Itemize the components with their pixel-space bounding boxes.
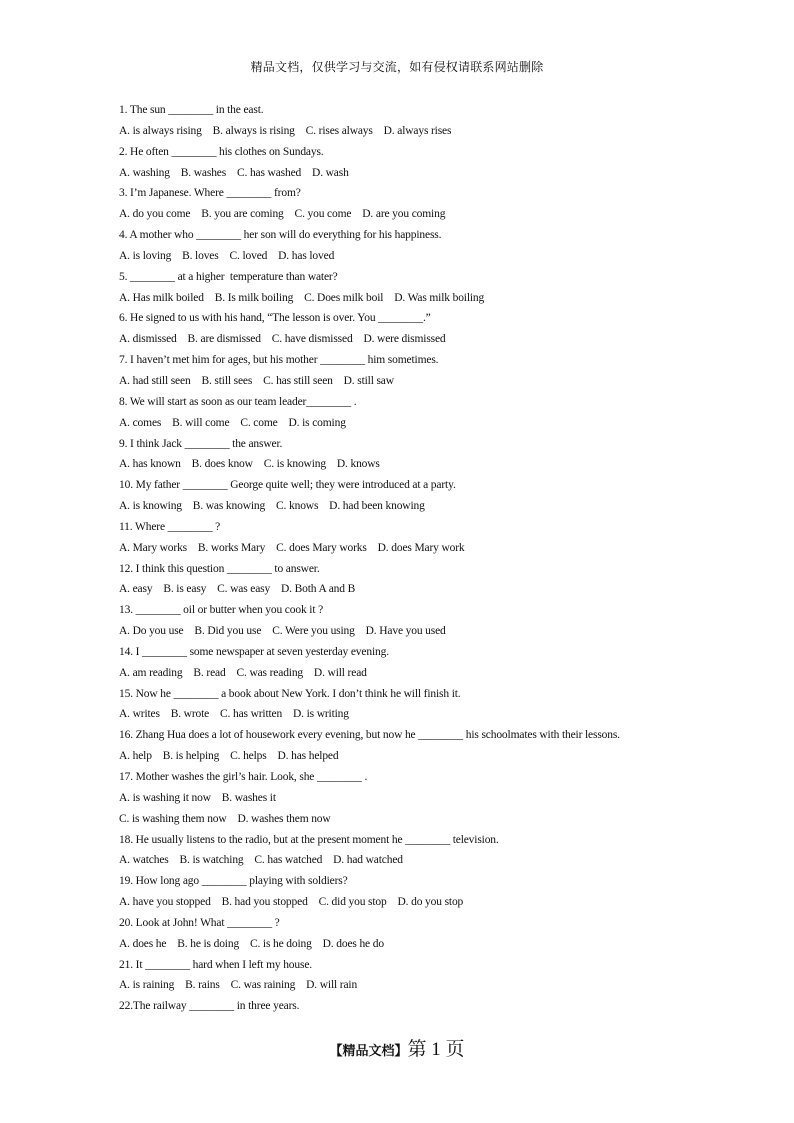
answer-options: A. watches B. is watching C. has watched D. had watched	[119, 854, 403, 867]
answer-options: A. had still seen B. still sees C. has still seen D. still saw	[119, 374, 394, 387]
answer-options: A. is washing it now B. washes it	[119, 791, 276, 804]
question-text: 2. He often ________ his clothes on Sundays.	[119, 145, 324, 158]
answer-options: A. is knowing B. was knowing C. knows D. had been knowing	[119, 500, 425, 513]
question-text: 21. It ________ hard when I left my house.	[119, 958, 312, 971]
answer-options: A. am reading B. read C. was reading D. will read	[119, 666, 367, 679]
question-text: 18. He usually listens to the radio, but at the present moment he ________ television.	[119, 833, 499, 846]
page-number: 第 1 页	[407, 1039, 465, 1060]
question-text: 17. Mother washes the girl’s hair. Look, she ________ .	[119, 771, 368, 783]
answer-options: A. have you stopped B. had you stopped C. did you stop D. do you stop	[119, 896, 464, 909]
answer-options: A. easy B. is easy C. was easy D. Both A and B	[119, 583, 356, 596]
question-text: 16. Zhang Hua does a lot of housework every evening, but now he ________ his schoolmates with their lessons.	[119, 729, 620, 742]
answer-options: A. writes B. wrote C. has written D. is writing	[119, 708, 349, 721]
question-text: 1. The sun ________ in the east.	[119, 104, 264, 116]
answer-options: A. does he B. he is doing C. is he doing D. does he do	[119, 937, 384, 950]
question-text: 22.The railway ________ in three years.	[119, 1000, 300, 1013]
question-text: 9. I think Jack ________ the answer.	[119, 437, 283, 450]
answer-options: A. has known B. does know C. is knowing D. knows	[119, 458, 380, 471]
question-text: 15. Now he ________ a book about New York. I don’t think he will finish it.	[119, 687, 461, 700]
page-header: 精品文档，仅供学习与交流，如有侵权请联系网站删除	[250, 60, 544, 74]
question-text: 13. ________ oil or butter when you cook it ?	[119, 604, 324, 617]
question-text: 11. Where ________ ?	[119, 520, 221, 533]
question-text: 12. I think this question ________ to answer.	[119, 562, 320, 575]
question-text: 20. Look at John! What ________ ?	[119, 916, 280, 929]
answer-options: A. Do you use B. Did you use C. Were you using D. Have you used	[119, 625, 446, 638]
question-text: 7. I haven’t met him for ages, but his mother ________ him sometimes.	[119, 354, 439, 367]
answer-options: A. help B. is helping C. helps D. has helped	[119, 750, 339, 763]
answer-options: A. is always rising B. always is rising C. rises always D. always rises	[119, 124, 452, 137]
answer-options: A. dismissed B. are dismissed C. have dismissed D. were dismissed	[119, 333, 446, 346]
footer-tag: 【精品文档】	[329, 1044, 408, 1059]
question-text: 6. He signed to us with his hand, “The lesson is over. You ________.”	[119, 312, 431, 325]
question-text: 19. How long ago ________ playing with soldiers?	[119, 875, 348, 888]
answer-options: A. is loving B. loves C. loved D. has loved	[119, 249, 335, 262]
question-text: 5. ________ at a higher temperature than water?	[119, 270, 338, 283]
question-text: 14. I ________ some newspaper at seven yesterday evening.	[119, 645, 389, 658]
answer-options: A. do you come B. you are coming C. you come D. are you coming	[119, 208, 446, 221]
question-text: 8. We will start as soon as our team leader________ .	[119, 395, 357, 408]
question-text: 4. A mother who ________ her son will do everything for his happiness.	[119, 229, 442, 242]
answer-options: A. Has milk boiled B. Is milk boiling C. Does milk boil D. Was milk boiling	[119, 291, 485, 304]
answer-options: A. comes B. will come C. come D. is coming	[119, 416, 346, 429]
question-text: 10. My father ________ George quite well; they were introduced at a party.	[119, 479, 456, 492]
answer-options: C. is washing them now D. washes them now	[119, 812, 331, 825]
question-list	[119, 100, 739, 1017]
page-footer	[0, 1034, 794, 1061]
question-text: 3. I’m Japanese. Where ________ from?	[119, 187, 301, 200]
answer-options: A. is raining B. rains C. was raining D. will rain	[119, 979, 358, 992]
answer-options: A. washing B. washes C. has washed D. wash	[119, 166, 349, 179]
answer-options: A. Mary works B. works Mary C. does Mary works D. does Mary work	[119, 541, 465, 554]
